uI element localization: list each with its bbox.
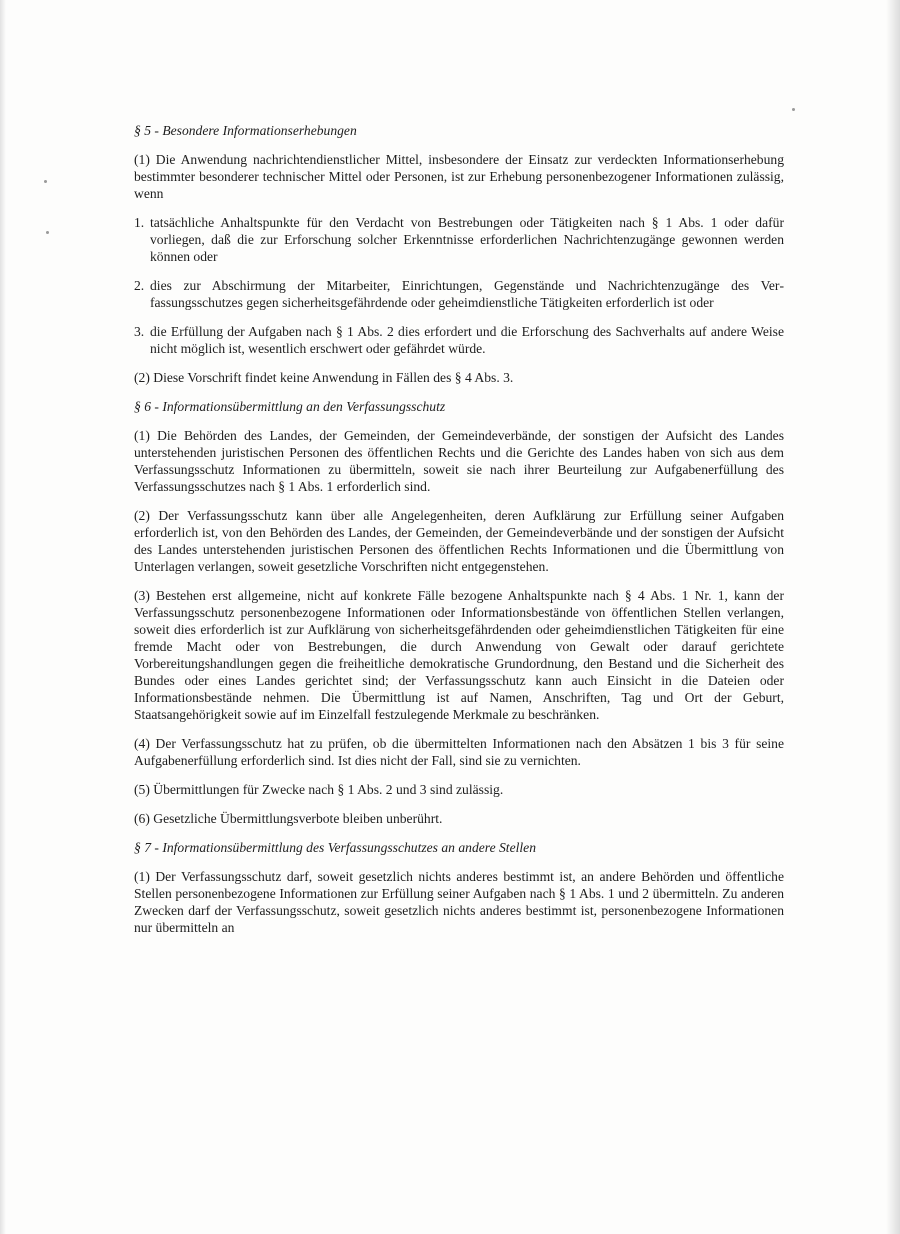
section-6-paragraph-1: (1) Die Behörden des Landes, der Gemeinden, der Gemeindeverbände, der sonstigen der Aufsicht des Landes unterstehenden juristischen Personen des öffentlichen Rechts und die Gerichte des Landes haben von sich aus dem Verfassungsschutz Informationen zu übermitteln, soweit sie nach ihrer Beurteilung zur Aufgabenerfüllung des Verfassungsschutzes nach § 1 Abs. 1 erforderlich sind. (134, 428, 784, 494)
section-6-paragraph-5: (5) Übermittlungen für Zwecke nach § 1 Abs. 2 und 3 sind zulässig. (134, 782, 504, 797)
list-item-text: dies zur Abschirmung der Mitarbeiter, Einrichtungen, Gegenstände und Nachrichtenzugänge des Verfassungsschutzes gegen sicherheitsgefährdende oder geheimdienstliche Tätigkeiten erforderlich ist oder (150, 278, 784, 310)
section-7-paragraph-1: (1) Der Verfassungsschutz darf, soweit gesetzlich nichts anderes bestimmt ist, an andere Behörden und öffentliche Stellen personenbezogene Informationen zur Erfüllung seiner Aufgaben nach § 1 Abs. 1 und 2 übermitteln. Zu anderen Zwecken darf der Verfassungsschutz, soweit gesetzlich nichts anderes bestimmt ist, personenbezogene Informationen nur übermitteln an (134, 869, 784, 935)
page-shadow-right (886, 0, 900, 1234)
list-item-number: 2. (134, 278, 145, 293)
section-6-paragraph-6: (6) Gesetzliche Übermittlungsverbote bleiben unberührt. (134, 811, 443, 826)
page-shadow-left (0, 0, 6, 1234)
section-6-paragraph-4: (4) Der Verfassungsschutz hat zu prüfen, ob die übermittelten Informationen nach den Absätzen 1 bis 3 für seine Aufgabenerfüllung erforderlich sind. Ist dies nicht der Fall, sind sie zu vernichten. (134, 736, 784, 768)
section-6-paragraph-3: (3) Bestehen erst allgemeine, nicht auf konkrete Fälle bezogene Anhaltspunkte nach § 4 Abs. 1 Nr. 1, kann der Verfassungsschutz personenbezogene Informationen oder Informationsbestände von öffentlichen Stellen verlangen, soweit dies erforderlich ist zur Aufklärung von sicherheitsgefährdenden oder geheimdienstlichen Tätigkeiten für eine fremde Macht oder von Bestrebungen, die durch Anwendung von Gewalt oder darauf gerichtete Vorbereitungshandlungen gegen die freiheitliche demokratische Grundordnung, den Bestand und die Sicherheit des Bundes oder eines Landes gerichtet sind; der Verfassungsschutz kann auch Einsicht in die Dateien oder Informationsbestände nehmen. Die Übermittlung ist auf Namen, Anschriften, Tag und Ort der Geburt, Staatsangehörigkeit sowie auf im Einzelfall festzulegende Merkmale zu beschränken. (134, 588, 784, 722)
scan-speck (46, 231, 49, 234)
list-item-text: tatsächliche Anhaltspunkte für den Verdacht von Bestrebungen oder Tätigkeiten nach § 1 Abs. 1 oder dafür vorliegen, daß die zur Erforschung solcher Erkenntnisse erforderlichen Nachrichtenzugänge gewonnen werden können oder (150, 215, 784, 264)
list-item-number: 1. (134, 215, 145, 230)
list-item (134, 323, 784, 357)
list-item (134, 214, 784, 265)
section-5-heading: § 5 - Besondere Informationserhebungen (134, 123, 357, 138)
section-7-heading: § 7 - Informationsübermittlung des Verfassungsschutzes an andere Stellen (134, 840, 536, 855)
section-5-paragraph-2: (2) Diese Vorschrift findet keine Anwendung in Fällen des § 4 Abs. 3. (134, 370, 514, 385)
list-item-number: 3. (134, 324, 145, 339)
section-5-paragraph-1: (1) Die Anwendung nachrichtendienstlicher Mittel, insbesondere der Einsatz zur verdeckten Informationserhebung bestimmter besonderer technischer Mittel oder Personen, ist zur Erhebung personenbezogener Informationen zulässig, wenn (134, 152, 784, 201)
scan-speck (44, 180, 47, 183)
section-6-paragraph-2: (2) Der Verfassungsschutz kann über alle Angelegenheiten, deren Aufklärung zur Erfüllung seiner Aufgaben erforderlich ist, von den Behörden des Landes, der Gemeinden, der Gemeindeverbände und der sonstigen der Aufsicht des Landes unterstehenden juristischen Personen des öffentlichen Rechts Informationen und die Übermittlung von Unterlagen verlangen, soweit gesetzliche Vorschriften nicht entgegenstehen. (134, 508, 784, 574)
scan-speck (792, 108, 795, 111)
list-item-text: die Erfüllung der Aufgaben nach § 1 Abs. 2 dies erfordert und die Erforschung des Sachverhalts auf andere Weise nicht möglich ist, wesentlich erschwert oder gefährdet würde. (150, 324, 784, 356)
document-body (134, 122, 784, 948)
section-6-heading: § 6 - Informationsübermittlung an den Verfassungsschutz (134, 399, 446, 414)
list-item (134, 277, 784, 311)
